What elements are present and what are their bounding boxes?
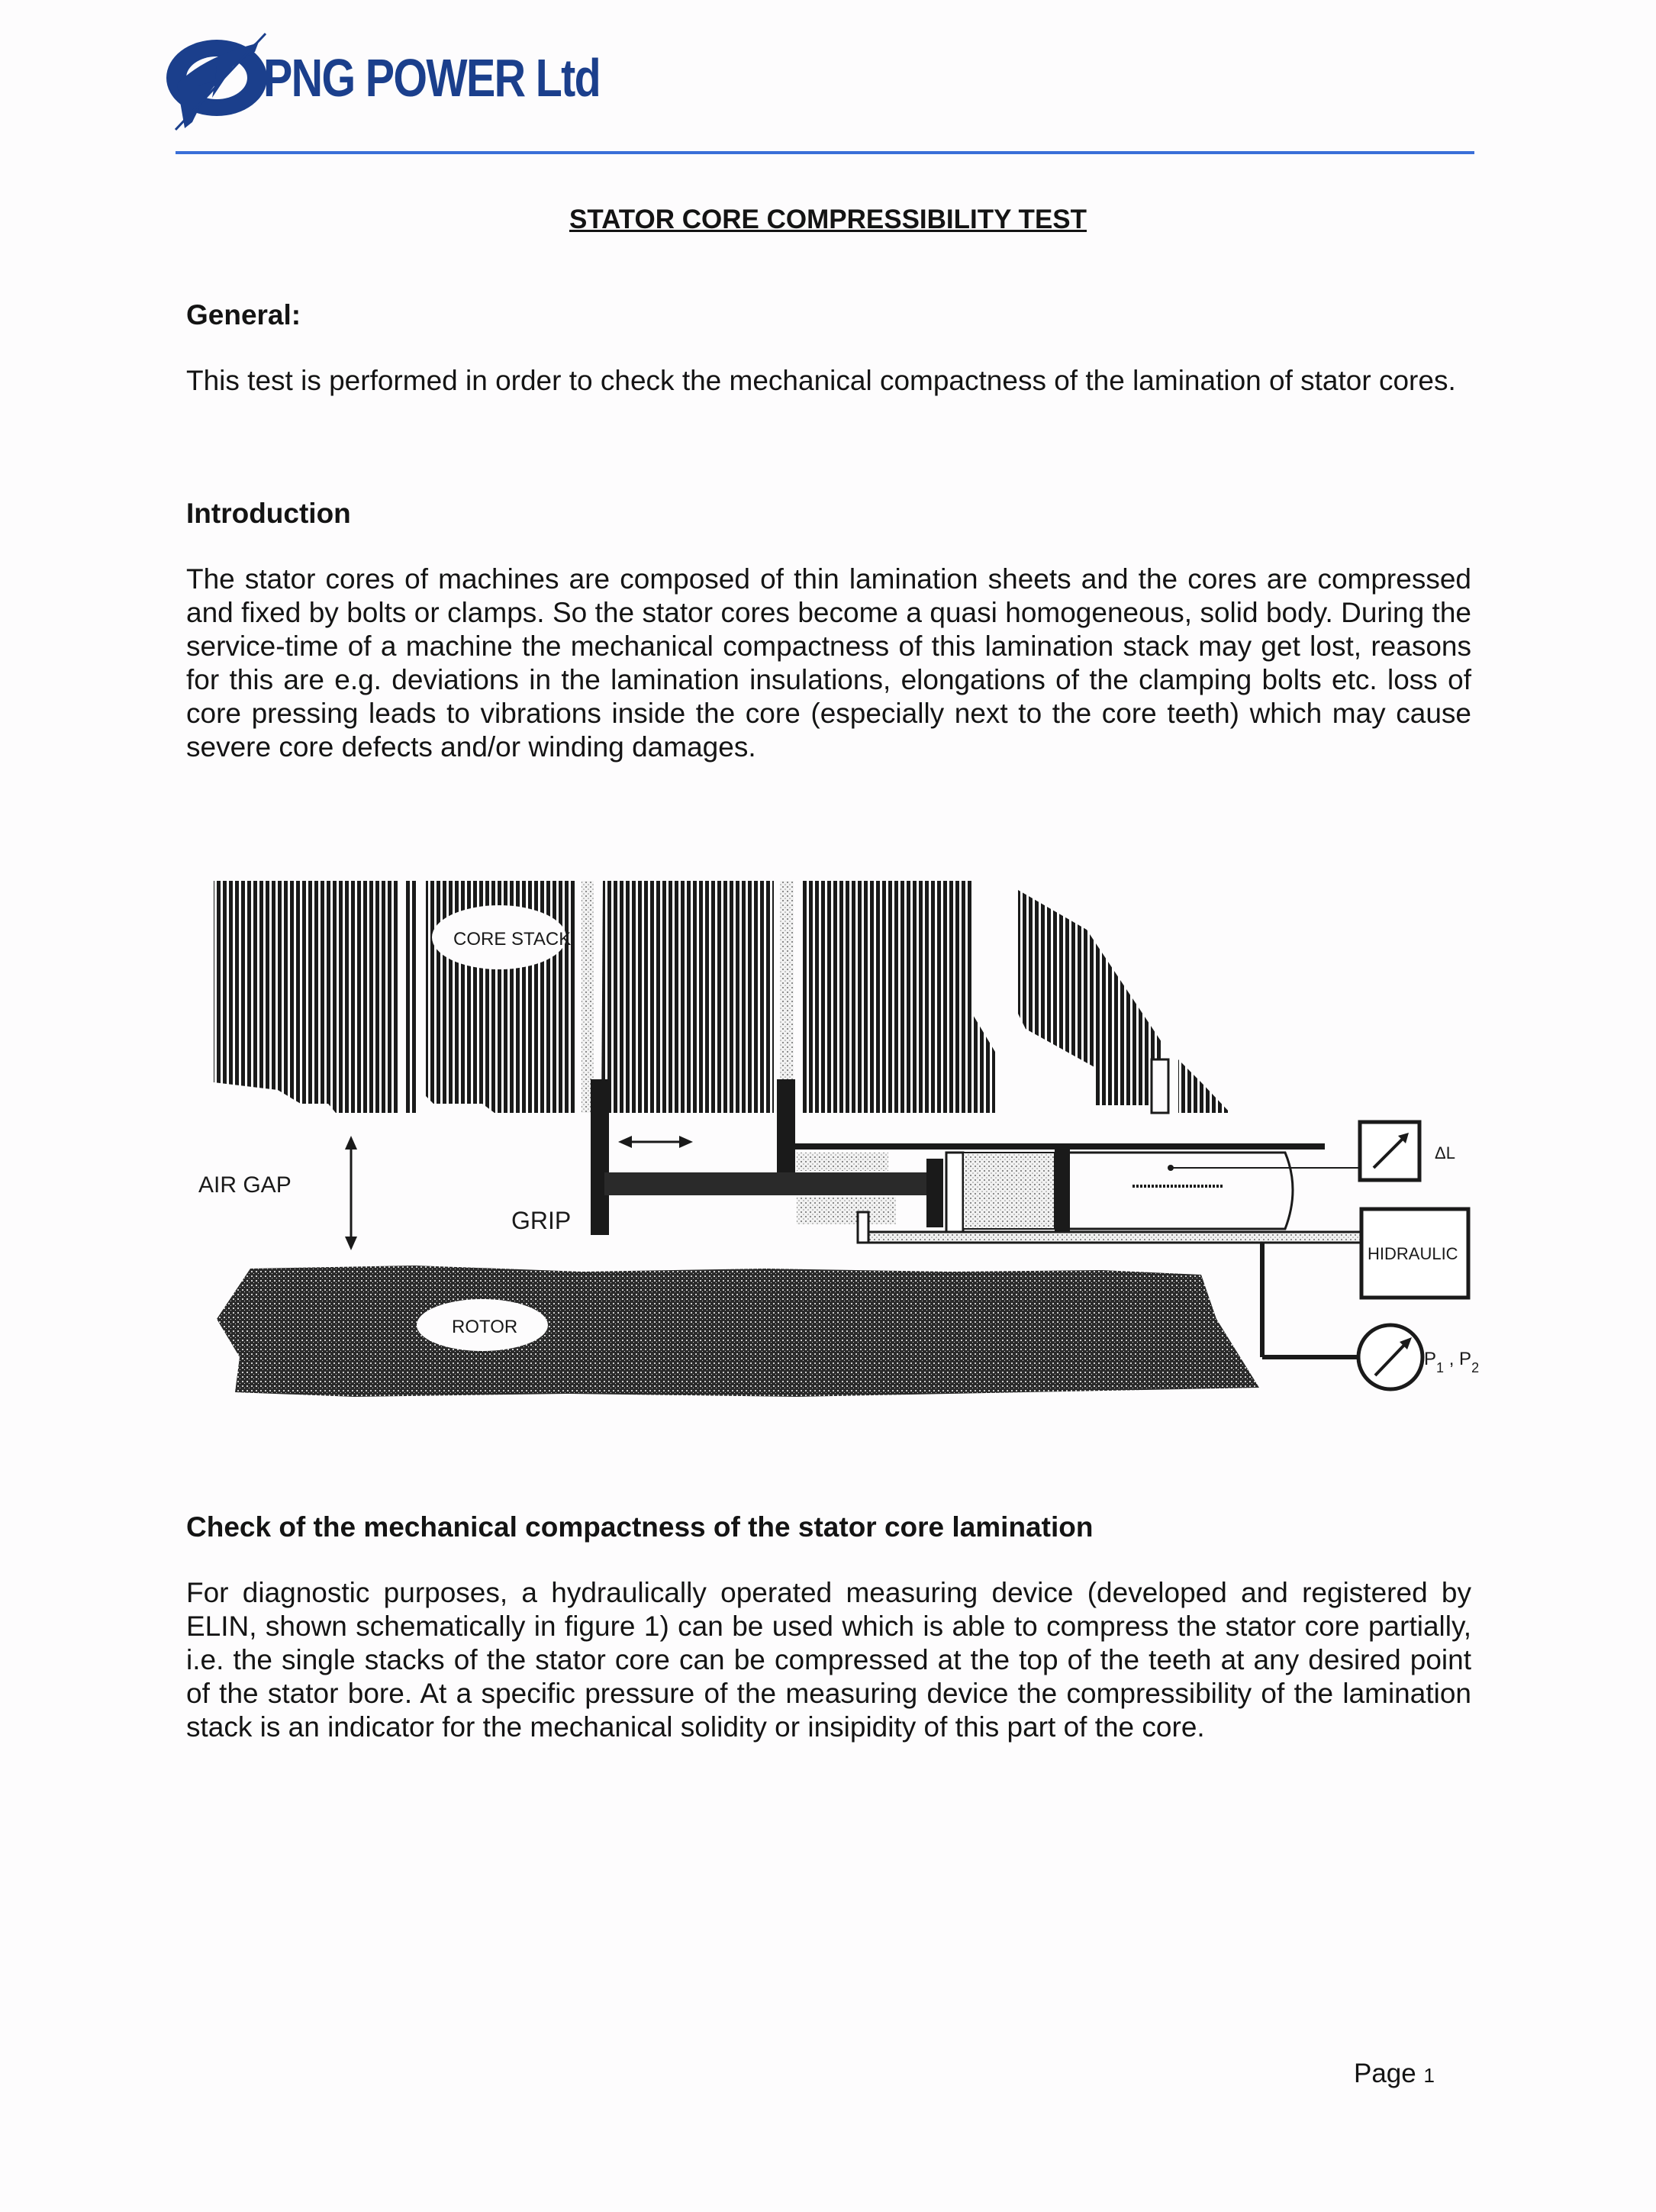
grip-travel-arrow — [618, 1136, 693, 1148]
displacement-gauge — [1360, 1122, 1419, 1180]
core-stack-label: CORE STACK — [453, 929, 572, 950]
core-stack — [214, 881, 1230, 1113]
delta-l-label: ΔL — [1435, 1143, 1455, 1162]
page-label: Page — [1354, 2059, 1416, 2088]
air-gap-arrow — [345, 1136, 357, 1250]
png-power-swoosh-logo — [166, 34, 267, 130]
air-gap-label: AIR GAP — [198, 1172, 292, 1198]
figure-measuring-device-diagram — [186, 853, 1480, 1418]
section-heading-introduction: Introduction — [186, 498, 351, 529]
section-heading-general: General: — [186, 299, 301, 331]
section-body-check: For diagnostic purposes, a hydraulically operated measuring device (developed and registered by ELIN, shown schematically in figure 1) can be used which is able to compress the stator core partially, i.e. the single stacks of the stator core can be compressed at the top of the teeth at any desired point of the stator bore. At a specific pressure of the measuring device the compressibility of the lamination stack is an indicator for the mechanical solidity or insipidity of this part of the core. — [186, 1577, 1471, 1743]
section-heading-check: Check of the mechanical compactness of the stator core lamination — [186, 1511, 1094, 1543]
rotor — [217, 1266, 1259, 1397]
page-number-value: 1 — [1423, 2064, 1435, 2087]
header-rule — [176, 151, 1474, 154]
pressure-gauge — [1358, 1325, 1422, 1389]
pressure-label: $P_1$ , $P_2$ — [1424, 1349, 1480, 1375]
grip-label: GRIP — [511, 1207, 572, 1234]
section-body-introduction: The stator cores of machines are composed of thin lamination sheets and the cores are compressed and fixed by bolts or clamps. So the stator cores become a quasi homogeneous, solid body. During the service-time of a machine the mechanical compactness of this lamination stack may get lost, reasons for this are e.g. deviations in the lamination insulations, elongations of the clamping bolts etc. loss of core pressing leads to vibrations inside the core (especially next to the core teeth) which may cause severe core defects and/or winding damages. — [186, 563, 1471, 763]
page-number — [1354, 2059, 1435, 2089]
document-title: STATOR CORE COMPRESSIBILITY TEST — [569, 205, 1087, 234]
company-name: PNG POWER Ltd — [263, 48, 601, 108]
hydraulic-label: HIDRAULIC — [1368, 1244, 1458, 1263]
rotor-label: ROTOR — [452, 1317, 518, 1337]
section-body-general: This test is performed in order to check the mechanical compactness of the lamination of stator cores. — [186, 365, 1456, 396]
